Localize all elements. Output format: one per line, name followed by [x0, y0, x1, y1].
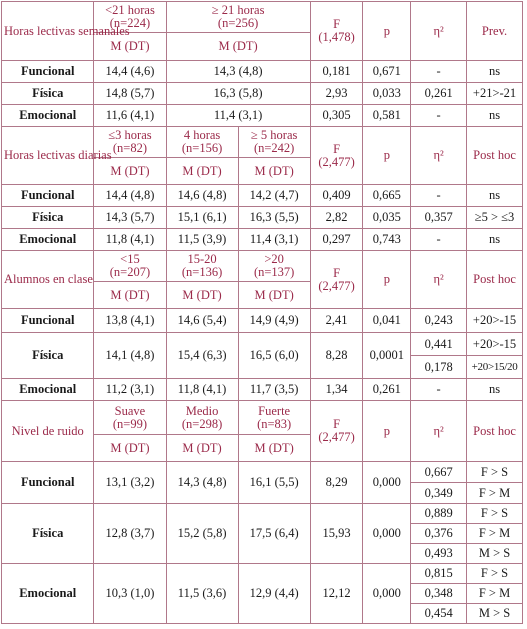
mean-cell: 11,4 (3,1): [166, 105, 310, 127]
f-header: [310, 2, 363, 61]
level-header: [166, 127, 238, 158]
table-row: [2, 83, 523, 105]
mean-cell: 15,1 (6,1): [166, 207, 238, 229]
eta-cell: 0,178: [411, 356, 467, 379]
mdt-header: M (DT): [166, 33, 310, 61]
posthoc-cell: M > S: [467, 544, 523, 564]
level-header: [238, 401, 310, 435]
mdt-header: M (DT): [238, 282, 310, 309]
mean-cell: 14,3 (4,8): [166, 61, 310, 83]
eta-cell: 0,889: [411, 504, 467, 524]
table-row: [2, 309, 523, 333]
mean-cell: 15,4 (6,3): [166, 333, 238, 379]
eta-header: η²: [411, 127, 467, 185]
p-cell: 0,0001: [363, 333, 411, 379]
mean-cell: 15,2 (5,8): [166, 504, 238, 564]
row-label: Emocional: [2, 105, 94, 127]
p-header: p: [363, 127, 411, 185]
level-name: <15: [120, 252, 140, 266]
mdt-header: M (DT): [166, 282, 238, 309]
posthoc-cell: +21>-21: [467, 83, 523, 105]
level-header: [166, 401, 238, 435]
mean-cell: 17,5 (6,4): [238, 504, 310, 564]
section-header-row: [2, 127, 523, 158]
posthoc-cell: ≥5 > ≤3: [467, 207, 523, 229]
posthoc-header: Post hoc: [467, 251, 523, 309]
section-header-row: [2, 2, 523, 33]
group-label: Horas lectivas semanales: [2, 2, 94, 61]
eta-cell: -: [411, 185, 467, 207]
f-cell: 12,12: [310, 564, 363, 624]
posthoc-cell: F > M: [467, 584, 523, 604]
table-row: [2, 105, 523, 127]
row-label: Emocional: [2, 564, 94, 624]
row-label: Emocional: [2, 379, 94, 401]
posthoc-cell: ns: [467, 379, 523, 401]
group-label: Horas lectivas diarias: [2, 127, 94, 185]
f-cell: 2,93: [310, 83, 363, 105]
level-n: (n=136): [181, 265, 223, 279]
p-cell: 0,261: [363, 379, 411, 401]
table-row: [2, 333, 523, 356]
mean-cell: 16,1 (5,5): [238, 462, 310, 504]
f-label: F: [333, 141, 341, 156]
table-row: [2, 462, 523, 483]
p-cell: 0,000: [363, 564, 411, 624]
level-header: [94, 251, 166, 282]
mean-cell: 13,8 (4,1): [94, 309, 166, 333]
posthoc-cell: F > M: [467, 483, 523, 504]
p-header: p: [363, 401, 411, 462]
level-n: (n=156): [181, 141, 223, 155]
mean-cell: 16,3 (5,5): [238, 207, 310, 229]
eta-cell: -: [411, 61, 467, 83]
section-header-row: [2, 251, 523, 282]
posthoc-cell: F > S: [467, 504, 523, 524]
level-n: (n=224): [109, 16, 151, 30]
f-cell: 1,34: [310, 379, 363, 401]
mean-cell: 11,7 (3,5): [238, 379, 310, 401]
eta-header: η²: [411, 2, 467, 61]
level-header: [94, 401, 166, 435]
f-cell: 0,297: [310, 229, 363, 251]
group-label: Alumnos en clase: [2, 251, 94, 309]
eta-cell: -: [411, 105, 467, 127]
mean-cell: 14,1 (4,8): [94, 333, 166, 379]
mdt-header: M (DT): [238, 435, 310, 462]
f-cell: 2,41: [310, 309, 363, 333]
eta-cell: 0,261: [411, 83, 467, 105]
p-header: p: [363, 251, 411, 309]
eta-cell: 0,349: [411, 483, 467, 504]
level-header: [166, 2, 310, 33]
row-label: Física: [2, 333, 94, 379]
p-cell: 0,035: [363, 207, 411, 229]
posthoc-cell: ns: [467, 185, 523, 207]
mean-cell: 11,8 (4,1): [94, 229, 166, 251]
level-name: ≥ 5 horas: [250, 128, 298, 142]
mean-cell: 12,8 (3,7): [94, 504, 166, 564]
f-header: [310, 251, 363, 309]
table-row: [2, 185, 523, 207]
mean-cell: 11,8 (4,1): [166, 379, 238, 401]
row-label: Física: [2, 504, 94, 564]
f-df: (2,477): [318, 278, 355, 293]
p-cell: 0,041: [363, 309, 411, 333]
level-name: 4 horas: [183, 128, 221, 142]
mdt-header: M (DT): [94, 435, 166, 462]
row-label: Funcional: [2, 462, 94, 504]
mdt-header: M (DT): [166, 158, 238, 185]
level-name: >20: [264, 252, 284, 266]
level-n: (n=82): [112, 141, 148, 155]
f-df: (2,477): [318, 154, 355, 169]
f-label: F: [333, 17, 341, 31]
f-label: F: [333, 265, 341, 280]
level-name: ≤3 horas: [108, 128, 152, 142]
eta-cell: 0,454: [411, 604, 467, 624]
level-name: <21 horas: [105, 3, 155, 17]
anova-table: [1, 1, 523, 624]
f-cell: 15,93: [310, 504, 363, 564]
level-n: (n=256): [217, 16, 259, 30]
level-header: [166, 251, 238, 282]
row-label: Física: [2, 83, 94, 105]
p-cell: 0,000: [363, 462, 411, 504]
eta-header: η²: [411, 251, 467, 309]
posthoc-header: Prev.: [467, 2, 523, 61]
f-df: (2,477): [318, 430, 355, 444]
mean-cell: 11,5 (3,6): [166, 564, 238, 624]
eta-cell: 0,441: [411, 333, 467, 356]
table-row: [2, 564, 523, 584]
group-label: Nivel de ruido: [2, 401, 94, 462]
mean-cell: 13,1 (3,2): [94, 462, 166, 504]
f-header: [310, 401, 363, 462]
eta-header: η²: [411, 401, 467, 462]
mdt-header: M (DT): [166, 435, 238, 462]
p-header: p: [363, 2, 411, 61]
level-n: (n=207): [109, 265, 151, 279]
level-n: (n=242): [253, 141, 295, 155]
posthoc-header: Post hoc: [467, 127, 523, 185]
mean-cell: 11,4 (3,1): [238, 229, 310, 251]
posthoc-header: Post hoc: [467, 401, 523, 462]
p-cell: 0,033: [363, 83, 411, 105]
eta-cell: 0,243: [411, 309, 467, 333]
table-row: [2, 61, 523, 83]
row-label: Funcional: [2, 61, 94, 83]
mean-cell: 11,5 (3,9): [166, 229, 238, 251]
eta-cell: 0,348: [411, 584, 467, 604]
posthoc-cell: ns: [467, 61, 523, 83]
table-row: [2, 504, 523, 524]
f-cell: 8,29: [310, 462, 363, 504]
row-label: Emocional: [2, 229, 94, 251]
level-n: (n=137): [253, 265, 295, 279]
posthoc-cell: ns: [467, 105, 523, 127]
mean-cell: 14,4 (4,6): [94, 61, 166, 83]
level-header: [238, 127, 310, 158]
eta-cell: 0,357: [411, 207, 467, 229]
level-name: Medio: [185, 403, 219, 418]
table-row: [2, 207, 523, 229]
level-n: (n=99): [112, 416, 148, 431]
row-label: Funcional: [2, 185, 94, 207]
level-name: Suave: [114, 403, 146, 418]
row-label: Funcional: [2, 309, 94, 333]
level-n: (n=298): [181, 416, 223, 431]
p-cell: 0,000: [363, 504, 411, 564]
mean-cell: 14,9 (4,9): [238, 309, 310, 333]
p-cell: 0,581: [363, 105, 411, 127]
posthoc-cell: F > S: [467, 564, 523, 584]
p-cell: 0,743: [363, 229, 411, 251]
level-header: [238, 251, 310, 282]
eta-cell: 0,667: [411, 462, 467, 483]
mean-cell: 12,9 (4,4): [238, 564, 310, 624]
posthoc-cell: +20>-15: [467, 333, 523, 356]
posthoc-cell: +20>15/20: [467, 356, 523, 379]
f-cell: 0,409: [310, 185, 363, 207]
mean-cell: 14,4 (4,8): [94, 185, 166, 207]
f-cell: 8,28: [310, 333, 363, 379]
mean-cell: 11,2 (3,1): [94, 379, 166, 401]
f-cell: 0,305: [310, 105, 363, 127]
eta-cell: -: [411, 229, 467, 251]
mean-cell: 14,2 (4,7): [238, 185, 310, 207]
level-name: ≥ 21 horas: [211, 3, 265, 17]
mean-cell: 14,3 (5,7): [94, 207, 166, 229]
p-cell: 0,671: [363, 61, 411, 83]
mdt-header: M (DT): [94, 282, 166, 309]
eta-cell: 0,376: [411, 524, 467, 544]
f-df: (1,478): [318, 30, 355, 44]
posthoc-cell: ns: [467, 229, 523, 251]
mean-cell: 14,3 (4,8): [166, 462, 238, 504]
posthoc-cell: M > S: [467, 604, 523, 624]
mean-cell: 14,6 (5,4): [166, 309, 238, 333]
posthoc-cell: +20>-15: [467, 309, 523, 333]
eta-cell: 0,493: [411, 544, 467, 564]
level-name: 15-20: [187, 252, 217, 266]
eta-cell: 0,815: [411, 564, 467, 584]
mdt-header: M (DT): [94, 158, 166, 185]
posthoc-cell: F > M: [467, 524, 523, 544]
mean-cell: 14,8 (5,7): [94, 83, 166, 105]
section-header-row: [2, 401, 523, 435]
row-label: Física: [2, 207, 94, 229]
mean-cell: 16,5 (6,0): [238, 333, 310, 379]
f-cell: 2,82: [310, 207, 363, 229]
f-label: F: [333, 417, 341, 431]
table-row: [2, 229, 523, 251]
level-n: (n=83): [257, 416, 292, 431]
mean-cell: 16,3 (5,8): [166, 83, 310, 105]
level-name: Fuerte: [258, 403, 291, 418]
posthoc-cell: F > S: [467, 462, 523, 483]
f-header: [310, 127, 363, 185]
eta-cell: -: [411, 379, 467, 401]
mean-cell: 11,6 (4,1): [94, 105, 166, 127]
mdt-header: M (DT): [94, 33, 166, 61]
mean-cell: 14,6 (4,8): [166, 185, 238, 207]
f-cell: 0,181: [310, 61, 363, 83]
mdt-header: M (DT): [238, 158, 310, 185]
p-cell: 0,665: [363, 185, 411, 207]
table-row: [2, 379, 523, 401]
mean-cell: 10,3 (1,0): [94, 564, 166, 624]
